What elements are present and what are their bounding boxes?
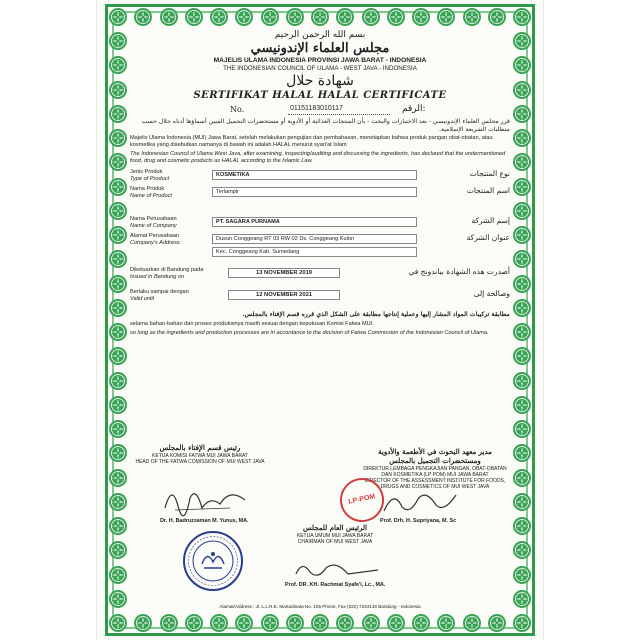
certificate-title: SERTIFIKAT HALAL HALAL CERTIFICATE bbox=[193, 90, 447, 102]
rosette-ornament bbox=[234, 613, 254, 633]
rosette-ornament bbox=[133, 613, 153, 633]
field-product-type bbox=[130, 169, 510, 186]
rosette-ornament bbox=[108, 201, 128, 221]
rosette-ornament bbox=[108, 516, 128, 536]
field-company-address bbox=[130, 233, 510, 267]
product-type-label: Jenis Produk bbox=[130, 169, 163, 176]
issued-label: Dikeluarkan di Bandung pada bbox=[130, 267, 204, 274]
rosette-ornament bbox=[335, 7, 355, 27]
number-label-arabic: الرقم: bbox=[402, 103, 426, 114]
bottom-title-en: CHAIRMAN OF MUI WEST JAVA bbox=[297, 539, 373, 545]
rosette-ornament bbox=[411, 613, 431, 633]
rosette-ornament bbox=[512, 274, 532, 294]
rosette-ornament bbox=[512, 346, 532, 366]
left-title-id: KETUA KOMISI FATWA MUI JAWA BARAT bbox=[152, 452, 248, 459]
rosette-ornament bbox=[209, 7, 229, 27]
rosette-ornament bbox=[108, 346, 128, 366]
right-signatory-name: Prof. Drh. H. Supriyana, M. Sc bbox=[380, 518, 457, 524]
issued-date-row bbox=[130, 267, 510, 289]
rosette-ornament bbox=[487, 7, 507, 27]
bottom-title-id: KETUA UMUM MUI JAWA BARAT bbox=[296, 532, 374, 539]
rosette-ornament bbox=[108, 55, 128, 75]
rosette-ornament bbox=[512, 55, 532, 75]
rosette-ornament bbox=[436, 613, 456, 633]
company-address-value: Dusun Conggeang RT 03 RW 02 Ds. Conggeang Kulon bbox=[212, 234, 417, 244]
rosette-ornament bbox=[512, 492, 532, 512]
mui-seal bbox=[182, 530, 244, 592]
rosette-ornament bbox=[209, 613, 229, 633]
rosette-ornament bbox=[260, 613, 280, 633]
bottom-title-arabic: الرئيس العام للمجلس bbox=[303, 523, 367, 532]
left-signatory-name: Dr. H. Badruzzaman M. Yunus, MA. bbox=[160, 518, 249, 524]
rosette-ornament bbox=[512, 104, 532, 124]
valid-date-value: 12 NOVEMBER 2021 bbox=[228, 290, 340, 300]
rosette-ornament bbox=[108, 7, 128, 27]
company-address-value-2: Kec. Conggeang Kab. Sumedang bbox=[212, 247, 417, 257]
bottom-signatory-name: Prof. DR. KH. Rachmat Syafe'i, Lc., MA. bbox=[285, 582, 386, 588]
signatory-left bbox=[130, 444, 270, 465]
council-calligraphy: مجلس العلماء الإندونيسي bbox=[250, 41, 390, 56]
valid-label: Berlaku sampai dengan bbox=[130, 289, 189, 296]
issued-label-en: Issued in Bandung on bbox=[130, 274, 185, 281]
rosette-ornament bbox=[411, 7, 431, 27]
rosette-ornament bbox=[184, 7, 204, 27]
rosette-ornament bbox=[159, 7, 179, 27]
rosette-ornament bbox=[512, 371, 532, 391]
number-label: No. bbox=[230, 104, 245, 114]
left-title-en: HEAD OF THE FATWA COMISSION OF MUI WEST JAVA bbox=[135, 459, 265, 465]
issued-date-value: 13 NOVEMBER 2019 bbox=[228, 268, 340, 278]
rosette-ornament bbox=[108, 419, 128, 439]
rosette-ornament bbox=[108, 274, 128, 294]
intro-arabic: قرر مجلس العلماء الإندونيسي - بعد الاختبارات والبحث - بأن المنتجات الغذائية أو الأدوية أو مستحضرات التجميل المبين أسماؤها أدناه حلال حسب متطلبات الشريعة الإسلامية. bbox=[141, 117, 510, 133]
rosette-ornament bbox=[108, 492, 128, 512]
rosette-ornament bbox=[512, 443, 532, 463]
certificate-number-row bbox=[130, 104, 510, 116]
rosette-ornament bbox=[108, 152, 128, 172]
footer-address: Alamat/Address : Jl. L.L.R.E. Martadinata No. 105 Phone, Fax (022) 7234148 Bandung - Indonesia bbox=[219, 604, 421, 610]
rosette-ornament bbox=[133, 7, 153, 27]
intro-indonesian: Majelis Ulama Indonesia (MUI) Jawa Barat, setelah melakukan pengujian dan pembahasan, menetapkan bahwa produk pangan obat-obatan, atau kosmetika yang disebutkan namanya di bawah ini adalah HALAL menurut syari'at Islam bbox=[130, 135, 493, 149]
rosette-ornament bbox=[512, 152, 532, 172]
valid-label-en: Valid until bbox=[130, 296, 155, 303]
rosette-ornament bbox=[159, 613, 179, 633]
company-name-label-en: Name of Company bbox=[130, 223, 177, 230]
rosette-ornament bbox=[285, 613, 305, 633]
rosette-ornament bbox=[512, 249, 532, 269]
valid-date-row bbox=[130, 289, 510, 309]
arabic-certificate-title: شهادة حلال bbox=[286, 72, 354, 89]
rosette-ornament bbox=[361, 613, 381, 633]
rosette-ornament bbox=[361, 7, 381, 27]
rosette-ornament bbox=[260, 7, 280, 27]
rosette-ornament bbox=[512, 298, 532, 318]
left-signature bbox=[160, 478, 250, 518]
rosette-ornament bbox=[108, 298, 128, 318]
company-name-value: PT. SAGARA PURNAMA bbox=[212, 217, 417, 227]
intro-english: The Indonesian Council of Ulama West Java, after examining, inspecting/auditing and discussing the ingredients, has declared that the undermentioned food, drug and cosmetic products as HALAL according to the Islamic Law. bbox=[130, 151, 506, 165]
field-company-name bbox=[130, 216, 510, 233]
rosette-ornament bbox=[512, 31, 532, 51]
certificate-content bbox=[130, 30, 510, 612]
rosette-ornament bbox=[512, 201, 532, 221]
field-product-name bbox=[130, 186, 510, 216]
rosette-ornament bbox=[184, 613, 204, 633]
rosette-ornament bbox=[512, 613, 532, 633]
rosette-ornament bbox=[512, 540, 532, 560]
valid-label-ar: وصالحة إلى bbox=[473, 289, 510, 299]
rosette-ornament bbox=[512, 565, 532, 585]
product-name-label-en: Name of Product bbox=[130, 193, 172, 200]
rosette-ornament bbox=[386, 613, 406, 633]
rosette-ornament bbox=[512, 516, 532, 536]
rosette-ornament bbox=[462, 613, 482, 633]
certificate-number: 01151183010117 bbox=[288, 105, 390, 115]
rosette-ornament bbox=[512, 395, 532, 415]
rosette-ornament bbox=[108, 371, 128, 391]
product-type-label-ar: نوع المنتجات bbox=[469, 169, 510, 179]
rosette-ornament bbox=[335, 613, 355, 633]
product-type-label-en: Type of Product bbox=[130, 176, 170, 183]
rosette-ornament bbox=[462, 7, 482, 27]
rosette-ornament bbox=[108, 443, 128, 463]
rosette-ornament bbox=[108, 395, 128, 415]
rosette-ornament bbox=[108, 104, 128, 124]
org-name-indonesian: MAJELIS ULAMA INDONESIA PROVINSI JAWA BARAT - INDONESIA bbox=[213, 57, 427, 64]
product-name-label-ar: اسم المنتجات bbox=[466, 186, 510, 196]
rosette-ornament bbox=[310, 7, 330, 27]
company-address-label-en: Company's Address bbox=[130, 240, 180, 247]
rosette-ornament bbox=[108, 565, 128, 585]
bottom-signature bbox=[292, 558, 382, 582]
rosette-ornament bbox=[512, 322, 532, 342]
org-name-english: THE INDONESIAN COUNCIL OF ULAMA - WEST JAVA - INDONESIA bbox=[223, 65, 417, 73]
product-name-label: Nama Produk bbox=[130, 186, 165, 193]
rosette-ornament bbox=[310, 613, 330, 633]
terms-english: so long as the ingredients and production processes are in accordance to the decision of Fatwa Commission of the Indonesian Council of Ulama. bbox=[130, 330, 489, 337]
right-title-id: DIREKTUR LEMBAGA PENGKAJIAN PANGAN, OBAT-OBATAN DAN KOSMETIKA (LP POM) MUI JAWA BARAT bbox=[363, 465, 507, 478]
rosette-ornament bbox=[512, 7, 532, 27]
rosette-ornament bbox=[108, 322, 128, 342]
right-signature bbox=[380, 485, 460, 519]
left-title-arabic: رئيس قسم الإفتاء بالمجلس bbox=[159, 443, 241, 452]
rosette-ornament bbox=[512, 80, 532, 100]
basmala: بسم الله الرحمن الرحيم bbox=[274, 30, 366, 40]
rosette-ornament bbox=[108, 468, 128, 488]
rosette-ornament bbox=[436, 7, 456, 27]
rosette-ornament bbox=[512, 225, 532, 245]
rosette-ornament bbox=[108, 225, 128, 245]
rosette-ornament bbox=[108, 177, 128, 197]
rosette-ornament bbox=[512, 419, 532, 439]
rosette-ornament bbox=[108, 613, 128, 633]
rosette-ornament bbox=[487, 613, 507, 633]
product-type-value: KOSMETIKA bbox=[212, 170, 417, 180]
rosette-ornament bbox=[108, 249, 128, 269]
company-name-label-ar: إسم الشركة bbox=[471, 216, 510, 226]
company-address-label-ar: عنوان الشركة bbox=[466, 233, 510, 243]
signatory-bottom bbox=[270, 524, 400, 545]
right-title-en: DIRECTOR OF THE ASSESSMENT INSTITUTE FOR FOODS, DRUGS AND COSMETICS OF MUI WEST JAVA bbox=[364, 478, 506, 491]
rosette-ornament bbox=[285, 7, 305, 27]
terms-indonesian: selama bahan-bahan dan proses produksinya masih sesuai dengan keputusan Komisi Fatwa MUI. bbox=[130, 321, 374, 328]
stamp-text: LP-POM bbox=[347, 493, 376, 506]
company-name-label: Nama Perusahaan bbox=[130, 216, 177, 223]
rosette-ornament bbox=[108, 128, 128, 148]
rosette-ornament bbox=[512, 468, 532, 488]
rosette-ornament bbox=[108, 540, 128, 560]
issued-label-ar: أصدرت هذه الشهادة بباندونج في bbox=[408, 267, 510, 277]
rosette-ornament bbox=[108, 80, 128, 100]
right-title-arabic: مدير معهد البحوث في الأطعمة والأدوية ومستحضرات التجميل بالمجلس bbox=[378, 447, 492, 465]
rosette-ornament bbox=[512, 589, 532, 609]
rosette-ornament bbox=[234, 7, 254, 27]
product-name-value: Terlampir bbox=[212, 187, 417, 197]
rosette-ornament bbox=[386, 7, 406, 27]
rosette-ornament bbox=[512, 177, 532, 197]
company-address-label: Alamat Perusahaan bbox=[130, 233, 180, 240]
rosette-ornament bbox=[108, 31, 128, 51]
rosette-ornament bbox=[512, 128, 532, 148]
terms-arabic: مطابقة تركيبات المواد المشار إليها وعملية إنتاجها مطابقة على الشكل الذي قرره قسم الإفتاء بالمجلس. bbox=[242, 311, 510, 319]
rosette-ornament bbox=[108, 589, 128, 609]
